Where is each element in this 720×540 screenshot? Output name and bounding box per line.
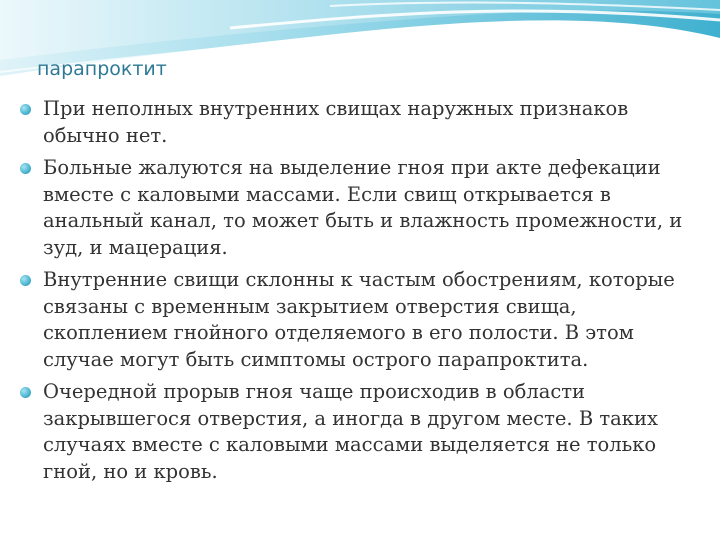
bullet-item — [20, 267, 696, 373]
bullet-text: Больные жалуются на выделение гноя при акте дефекации вместе с каловыми массами. Если свищ открывается в анальный канал, то может быть и влажность промежности, и зуд, и мацерация. — [43, 156, 683, 259]
bullet-text: Внутренние свищи склонны к частым обострениям, которые связаны с временным закрытием отверстия свища, скоплением гнойного отделяемого в его полости. В этом случае могут быть симптомы острого парапроктита. — [43, 268, 675, 371]
bullet-list — [20, 96, 696, 491]
bullet-dot-icon — [20, 163, 31, 174]
bullet-text: При неполных внутренних свищах наружных признаков обычно нет. — [43, 97, 629, 147]
slide-title: парапроктит — [37, 58, 167, 80]
bullet-item — [20, 96, 696, 149]
bullet-dot-icon — [20, 275, 31, 286]
bullet-dot-icon — [20, 387, 31, 398]
bullet-dot-icon — [20, 104, 31, 115]
bullet-item — [20, 155, 696, 261]
bullet-item — [20, 379, 696, 485]
bullet-text: Очередной прорыв гноя чаще происходив в области закрывшегося отверстия, а иногда в другом месте. В таких случаях вместе с каловыми массами выделяется не только гной, но и кровь. — [43, 380, 658, 483]
